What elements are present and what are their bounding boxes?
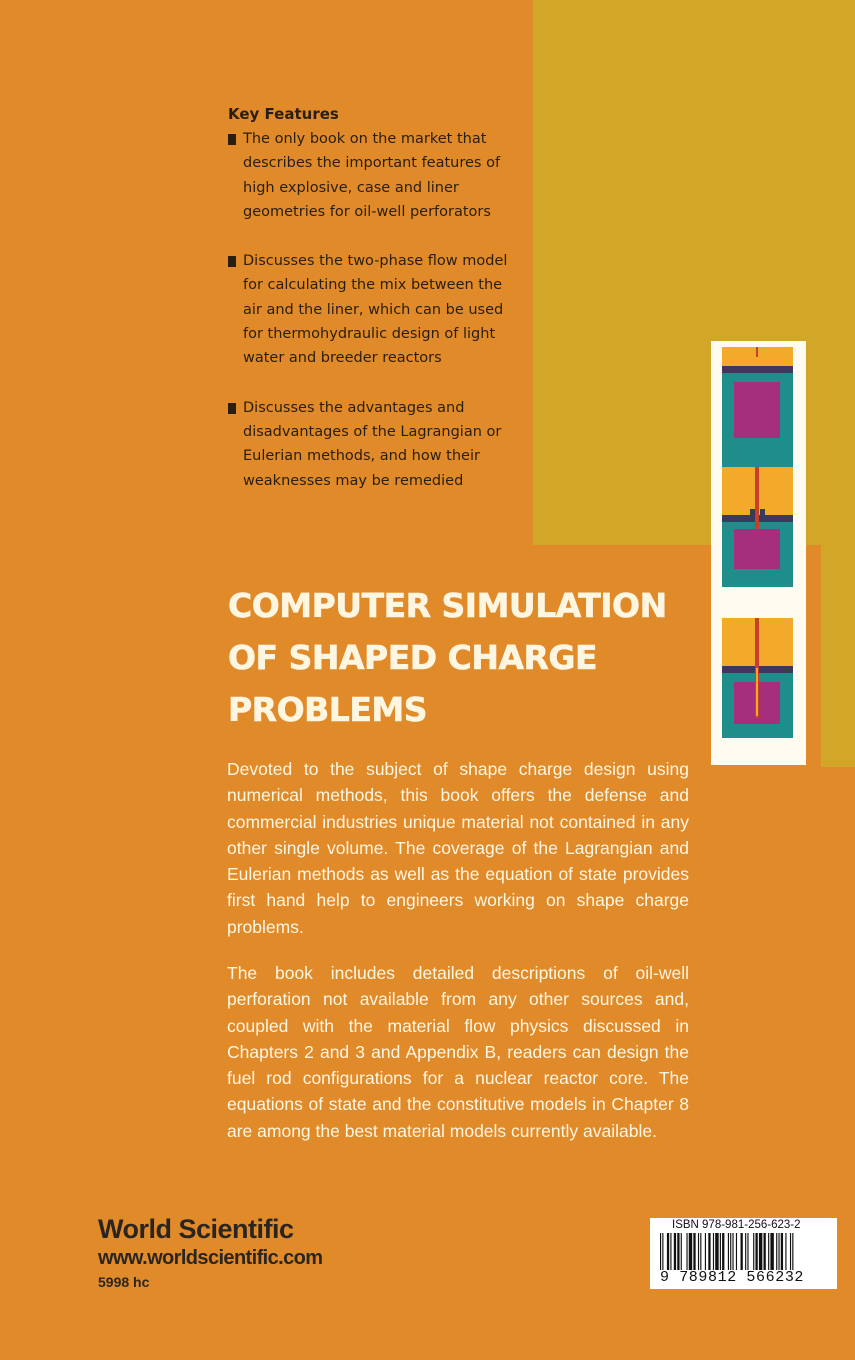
feature-item: The only book on the market that describes the important features of high explosive, case and liner geometries for oil-well perforators bbox=[228, 127, 528, 224]
bullet-icon bbox=[228, 134, 236, 145]
publisher-block bbox=[98, 1213, 322, 1293]
product-code: 5998 hc bbox=[98, 1274, 150, 1290]
simulation-frame-2 bbox=[722, 467, 793, 587]
title-line: PROBLEMS bbox=[228, 690, 427, 729]
isbn-barcode bbox=[650, 1218, 837, 1289]
description-paragraph-1: Devoted to the subject of shape charge design using numerical methods, this book offers the defense and commercial industries unique material not contained in any other single volume. The coverage of the Lagrangian and Eulerian methods as well as the equation of state provides first hand help to engineers working on shape charge problems. bbox=[227, 759, 689, 937]
isbn-label: ISBN 978-981-256-623-2 bbox=[672, 1219, 801, 1231]
title-line: COMPUTER SIMULATION bbox=[228, 586, 667, 625]
simulation-frame-3 bbox=[722, 618, 793, 738]
key-features bbox=[228, 105, 528, 518]
description-paragraph-2: The book includes detailed descriptions of oil-well perforation not available from any other sources and, coupled with the material flow physics discussed in Chapters 2 and 3 and Appendix B, readers can design the fuel rod configurations for a nuclear reactor core. The equations of state and the constitutive models in Chapter 8 are among the best material models currently available. bbox=[227, 963, 689, 1141]
book-title bbox=[228, 580, 708, 736]
simulation-frame-1 bbox=[722, 347, 793, 467]
bullet-icon bbox=[228, 256, 236, 267]
feature-item: Discusses the advantages and disadvantages of the Lagrangian or Eulerian methods, and how their weaknesses may be remedied bbox=[228, 396, 528, 493]
accent-panel bbox=[533, 0, 855, 545]
publisher-name: World Scientific bbox=[98, 1214, 294, 1244]
publisher-url: www.worldscientific.com bbox=[98, 1247, 323, 1269]
feature-item: Discusses the two-phase flow model for calculating the mix between the air and the liner, which can be used for thermohydraulic design of light water and breeder reactors bbox=[228, 249, 528, 370]
accent-panel-lower bbox=[821, 545, 855, 767]
title-line: OF SHAPED CHARGE bbox=[228, 638, 598, 677]
key-features-heading: Key Features bbox=[228, 105, 339, 123]
simulation-image-strip bbox=[711, 341, 806, 765]
barcode-digits: 9 789812 566232 bbox=[660, 1270, 830, 1286]
bullet-icon bbox=[228, 403, 236, 414]
